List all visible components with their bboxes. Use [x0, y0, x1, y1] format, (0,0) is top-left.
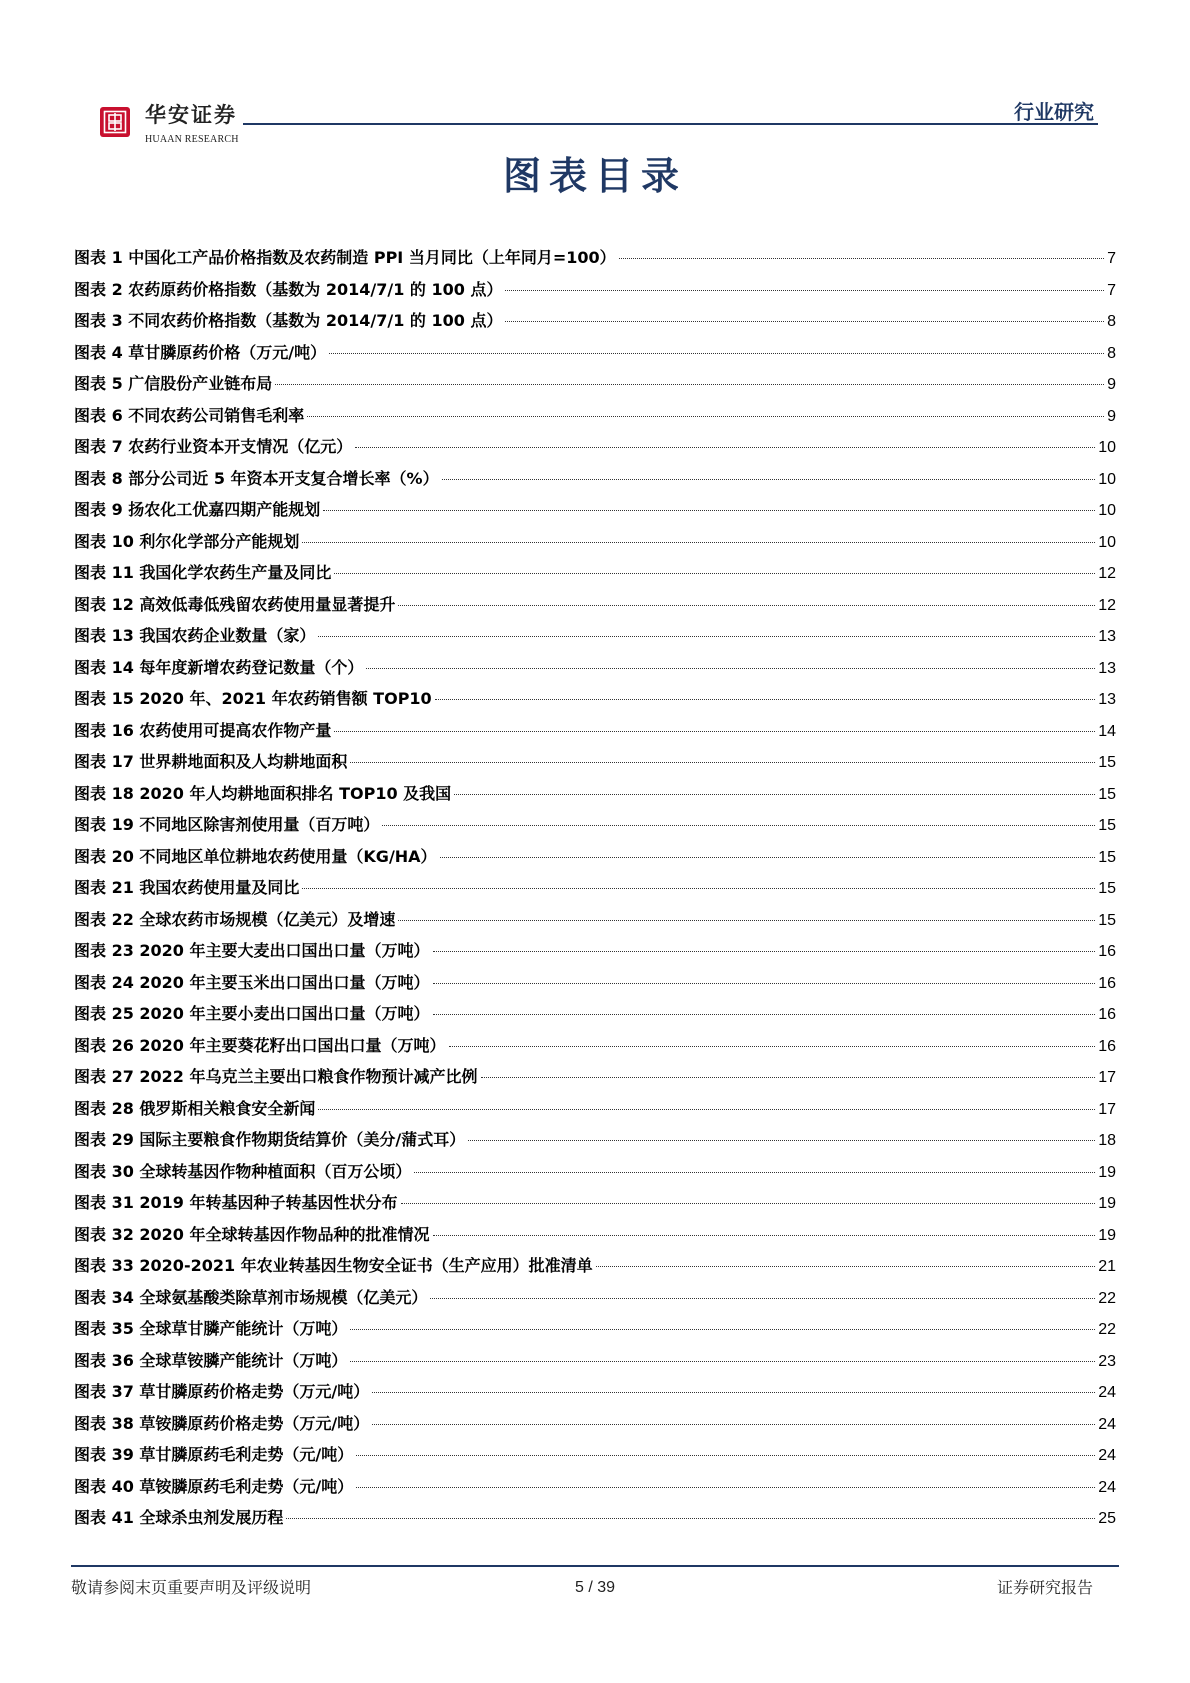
toc-dot-leader: [435, 699, 1096, 700]
toc-entry-label: 图表 3 不同农药价格指数（基数为 2014/7/1 的 100 点）: [74, 311, 503, 330]
toc-entry-page: 16: [1098, 943, 1116, 960]
toc-entry[interactable]: [74, 967, 1116, 999]
toc-entry[interactable]: [74, 683, 1116, 715]
toc-entry-page: 17: [1098, 1100, 1116, 1118]
toc-dot-leader: [355, 447, 1095, 448]
toc-entry[interactable]: [74, 463, 1116, 495]
toc-entry-label: 图表 10 利尔化学部分产能规划: [74, 531, 300, 551]
page-indicator: 5 / 39: [574, 1579, 616, 1596]
toc-entry-label: 图表 39 草甘膦原药毛利走势（元/吨）: [74, 1445, 354, 1464]
toc-dot-leader: [323, 510, 1095, 511]
toc-entry-label: 图表 23 2020 年主要大麦出口国出口量（万吨）: [74, 941, 430, 960]
toc-entry[interactable]: [74, 368, 1116, 400]
toc-entry[interactable]: [74, 1093, 1116, 1125]
toc-entry-page: 12: [1098, 596, 1116, 614]
toc-entry-page: 10: [1098, 533, 1116, 551]
header-divider: [243, 123, 1098, 125]
toc-entry[interactable]: [74, 1345, 1116, 1377]
toc-entry[interactable]: [74, 935, 1116, 967]
toc-entry-label: 图表 2 农药原药价格指数（基数为 2014/7/1 的 100 点）: [74, 279, 503, 299]
toc-entry[interactable]: [74, 1313, 1116, 1345]
toc-dot-leader: [398, 605, 1095, 606]
toc-entry-label: 图表 37 草甘膦原药价格走势（万元/吨）: [74, 1382, 370, 1401]
toc-dot-leader: [366, 668, 1095, 669]
toc-entry[interactable]: [74, 746, 1116, 778]
toc-entry-label: 图表 24 2020 年主要玉米出口国出口量（万吨）: [74, 972, 430, 992]
toc-entry-label: 图表 14 每年度新增农药登记数量（个）: [74, 657, 364, 677]
toc-entry-page: 8: [1107, 344, 1116, 362]
toc-entry[interactable]: [74, 1471, 1116, 1503]
toc-entry-page: 10: [1098, 439, 1116, 456]
toc-dot-leader: [334, 731, 1095, 732]
toc-entry-label: 图表 25 2020 年主要小麦出口国出口量（万吨）: [74, 1004, 430, 1023]
toc-dot-leader: [401, 1203, 1096, 1204]
toc-entry[interactable]: [74, 557, 1116, 589]
toc-dot-leader: [454, 794, 1095, 795]
toc-entry[interactable]: [74, 242, 1116, 274]
toc-entry[interactable]: [74, 904, 1116, 936]
toc-entry[interactable]: [74, 1408, 1116, 1440]
toc-dot-leader: [433, 951, 1096, 952]
toc-dot-leader: [433, 1014, 1096, 1015]
toc-entry-label: 图表 11 我国化学农药生产量及同比: [74, 563, 332, 582]
toc-entry[interactable]: [74, 652, 1116, 684]
toc-entry-label: 图表 8 部分公司近 5 年资本开支复合增长率（%）: [74, 468, 439, 488]
toc-dot-leader: [442, 479, 1096, 480]
toc-dot-leader: [433, 983, 1096, 984]
toc-entry-label: 图表 7 农药行业资本开支情况（亿元）: [74, 437, 353, 456]
toc-entry-page: 15: [1098, 785, 1116, 803]
toc-entry-label: 图表 35 全球草甘膦产能统计（万吨）: [74, 1319, 348, 1338]
toc-entry-page: 12: [1098, 565, 1116, 582]
toc-entry-page: 24: [1098, 1478, 1116, 1496]
toc-entry[interactable]: [74, 872, 1116, 904]
report-type: 证券研究报告: [996, 1578, 1093, 1597]
toc-dot-leader: [318, 1109, 1095, 1110]
toc-entry[interactable]: [74, 1219, 1116, 1251]
toc-dot-leader: [619, 258, 1104, 259]
toc-entry-page: 25: [1098, 1510, 1116, 1527]
page-header: [0, 0, 1190, 150]
toc-dot-leader: [350, 1361, 1095, 1362]
page-title: 图表目录: [502, 153, 687, 198]
toc-entry-page: 10: [1098, 470, 1116, 488]
toc-entry[interactable]: [74, 1250, 1116, 1282]
toc-entry[interactable]: [74, 494, 1116, 526]
toc-dot-leader: [596, 1266, 1096, 1267]
toc-entry[interactable]: [74, 526, 1116, 558]
seal-glyph-icon: [103, 110, 127, 134]
huaan-logo-icon: [100, 107, 130, 137]
toc-dot-leader: [286, 1518, 1095, 1519]
toc-entry[interactable]: [74, 1282, 1116, 1314]
toc-entry-page: 23: [1098, 1352, 1116, 1370]
toc-entry-label: 图表 18 2020 年人均耕地面积排名 TOP10 及我国: [74, 783, 452, 803]
toc-entry-page: 24: [1098, 1384, 1116, 1401]
toc-entry-label: 图表 4 草甘膦原药价格（万元/吨）: [74, 342, 327, 362]
toc-entry-page: 15: [1098, 754, 1116, 771]
toc-entry[interactable]: [74, 1502, 1116, 1534]
toc-entry-page: 19: [1098, 1226, 1116, 1244]
toc-entry-label: 图表 13 我国农药企业数量（家）: [74, 626, 316, 645]
toc-entry-page: 15: [1098, 911, 1116, 929]
toc-dot-leader: [318, 636, 1095, 637]
toc-dot-leader: [372, 1392, 1095, 1393]
toc-entry-page: 15: [1098, 848, 1116, 866]
toc-entry-page: 15: [1098, 880, 1116, 897]
toc-entry-label: 图表 40 草铵膦原药毛利走势（元/吨）: [74, 1476, 354, 1496]
toc-entry-label: 图表 16 农药使用可提高农作物产量: [74, 720, 332, 740]
toc-entry-label: 图表 19 不同地区除害剂使用量（百万吨）: [74, 815, 380, 834]
footer-disclaimer: 敬请参阅末页重要声明及评级说明: [71, 1578, 312, 1597]
toc-entry-label: 图表 21 我国农药使用量及同比: [74, 878, 300, 897]
toc-entry[interactable]: [74, 431, 1116, 463]
toc-entry-page: 7: [1107, 281, 1116, 299]
toc-dot-leader: [505, 321, 1104, 322]
toc-entry-page: 16: [1098, 1037, 1116, 1055]
toc-entry[interactable]: [74, 620, 1116, 652]
toc-dot-leader: [307, 416, 1104, 417]
toc-dot-leader: [350, 1329, 1095, 1330]
toc-dot-leader: [275, 384, 1104, 385]
toc-entry[interactable]: [74, 1156, 1116, 1188]
toc-dot-leader: [505, 290, 1104, 291]
toc-entry-page: 24: [1098, 1447, 1116, 1464]
toc-dot-leader: [481, 1077, 1096, 1078]
toc-entry-page: 22: [1098, 1321, 1116, 1338]
toc-entry-label: 图表 30 全球转基因作物种植面积（百万公顷）: [74, 1161, 412, 1181]
toc-dot-leader: [468, 1140, 1095, 1141]
toc-entry[interactable]: [74, 1030, 1116, 1062]
toc-entry-page: 19: [1098, 1163, 1116, 1181]
toc-entry[interactable]: [74, 305, 1116, 337]
toc-entry-label: 图表 22 全球农药市场规模（亿美元）及增速: [74, 909, 396, 929]
toc-entry[interactable]: [74, 1376, 1116, 1408]
toc-dot-leader: [302, 888, 1095, 889]
toc-entry-page: 10: [1098, 502, 1116, 519]
toc-entry-label: 图表 17 世界耕地面积及人均耕地面积: [74, 752, 348, 771]
toc-entry-label: 图表 26 2020 年主要葵花籽出口国出口量（万吨）: [74, 1035, 446, 1055]
toc-entry-page: 18: [1098, 1132, 1116, 1149]
toc-entry-label: 图表 15 2020 年、2021 年农药销售额 TOP10: [74, 689, 432, 708]
toc-dot-leader: [414, 1172, 1095, 1173]
toc-entry-page: 19: [1098, 1195, 1116, 1212]
toc-entry-label: 图表 31 2019 年转基因种子转基因性状分布: [74, 1193, 398, 1212]
toc-entry-page: 17: [1098, 1069, 1116, 1086]
toc-entry[interactable]: [74, 1187, 1116, 1219]
toc-dot-leader: [356, 1487, 1095, 1488]
toc-entry-page: 13: [1098, 628, 1116, 645]
toc-entry-label: 图表 27 2022 年乌克兰主要出口粮食作物预计减产比例: [74, 1067, 478, 1086]
toc-entry-page: 15: [1098, 817, 1116, 834]
toc-entry-page: 14: [1098, 722, 1116, 740]
toc-entry-label: 图表 9 扬农化工优嘉四期产能规划: [74, 500, 321, 519]
footer-divider: [71, 1565, 1119, 1567]
toc-entry-label: 图表 12 高效低毒低残留农药使用量显著提升: [74, 594, 396, 614]
section-tag: 行业研究: [1014, 100, 1094, 124]
toc-entry-label: 图表 20 不同地区单位耕地农药使用量（KG/HA）: [74, 846, 437, 866]
toc-entry[interactable]: [74, 715, 1116, 747]
logo-text-cn: 华安证券: [145, 102, 237, 127]
toc-dot-leader: [302, 542, 1095, 543]
toc-entry-page: 8: [1107, 313, 1116, 330]
toc-entry-page: 24: [1098, 1415, 1116, 1433]
toc-entry-page: 13: [1098, 659, 1116, 677]
toc-entry-label: 图表 41 全球杀虫剂发展历程: [74, 1508, 284, 1527]
toc-entry-label: 图表 1 中国化工产品价格指数及农药制造 PPI 当月同比（上年同月=100）: [74, 248, 616, 267]
toc-dot-leader: [356, 1455, 1095, 1456]
toc-entry-label: 图表 5 广信股份产业链布局: [74, 374, 273, 393]
toc-entry-label: 图表 28 俄罗斯相关粮食安全新闻: [74, 1098, 316, 1118]
toc-entry-label: 图表 29 国际主要粮食作物期货结算价（美分/蒲式耳）: [74, 1130, 466, 1149]
toc-entry-label: 图表 32 2020 年全球转基因作物品种的批准情况: [74, 1224, 430, 1244]
figure-list: [74, 242, 1116, 1534]
toc-entry-page: 16: [1098, 1006, 1116, 1023]
toc-entry[interactable]: [74, 337, 1116, 369]
toc-dot-leader: [433, 1235, 1096, 1236]
toc-dot-leader: [440, 857, 1096, 858]
toc-dot-leader: [398, 920, 1095, 921]
toc-entry[interactable]: [74, 1439, 1116, 1471]
toc-entry[interactable]: [74, 1124, 1116, 1156]
toc-dot-leader: [329, 353, 1104, 354]
toc-entry[interactable]: [74, 809, 1116, 841]
toc-entry-page: 7: [1107, 250, 1116, 267]
toc-entry-page: 21: [1098, 1258, 1116, 1275]
toc-entry[interactable]: [74, 778, 1116, 810]
toc-dot-leader: [382, 825, 1095, 826]
toc-dot-leader: [372, 1424, 1095, 1425]
toc-dot-leader: [430, 1298, 1095, 1299]
toc-dot-leader: [334, 573, 1095, 574]
toc-entry-page: 9: [1107, 376, 1116, 393]
toc-dot-leader: [350, 762, 1095, 763]
toc-entry-page: 16: [1098, 974, 1116, 992]
toc-entry-label: 图表 34 全球氨基酸类除草剂市场规模（亿美元）: [74, 1287, 428, 1307]
toc-entry-page: 9: [1107, 407, 1116, 425]
toc-entry[interactable]: [74, 998, 1116, 1030]
toc-entry-page: 22: [1098, 1289, 1116, 1307]
toc-entry[interactable]: [74, 1061, 1116, 1093]
toc-entry[interactable]: [74, 400, 1116, 432]
toc-dot-leader: [449, 1046, 1096, 1047]
toc-entry-label: 图表 6 不同农药公司销售毛利率: [74, 405, 305, 425]
toc-entry-label: 图表 33 2020-2021 年农业转基因生物安全证书（生产应用）批准清单: [74, 1256, 593, 1275]
toc-entry-label: 图表 38 草铵膦原药价格走势（万元/吨）: [74, 1413, 370, 1433]
toc-entry[interactable]: [74, 589, 1116, 621]
logo-text-en: HUAAN RESEARCH: [145, 134, 239, 145]
toc-entry-label: 图表 36 全球草铵膦产能统计（万吨）: [74, 1350, 348, 1370]
toc-entry[interactable]: [74, 841, 1116, 873]
toc-entry[interactable]: [74, 274, 1116, 306]
toc-entry-page: 13: [1098, 691, 1116, 708]
